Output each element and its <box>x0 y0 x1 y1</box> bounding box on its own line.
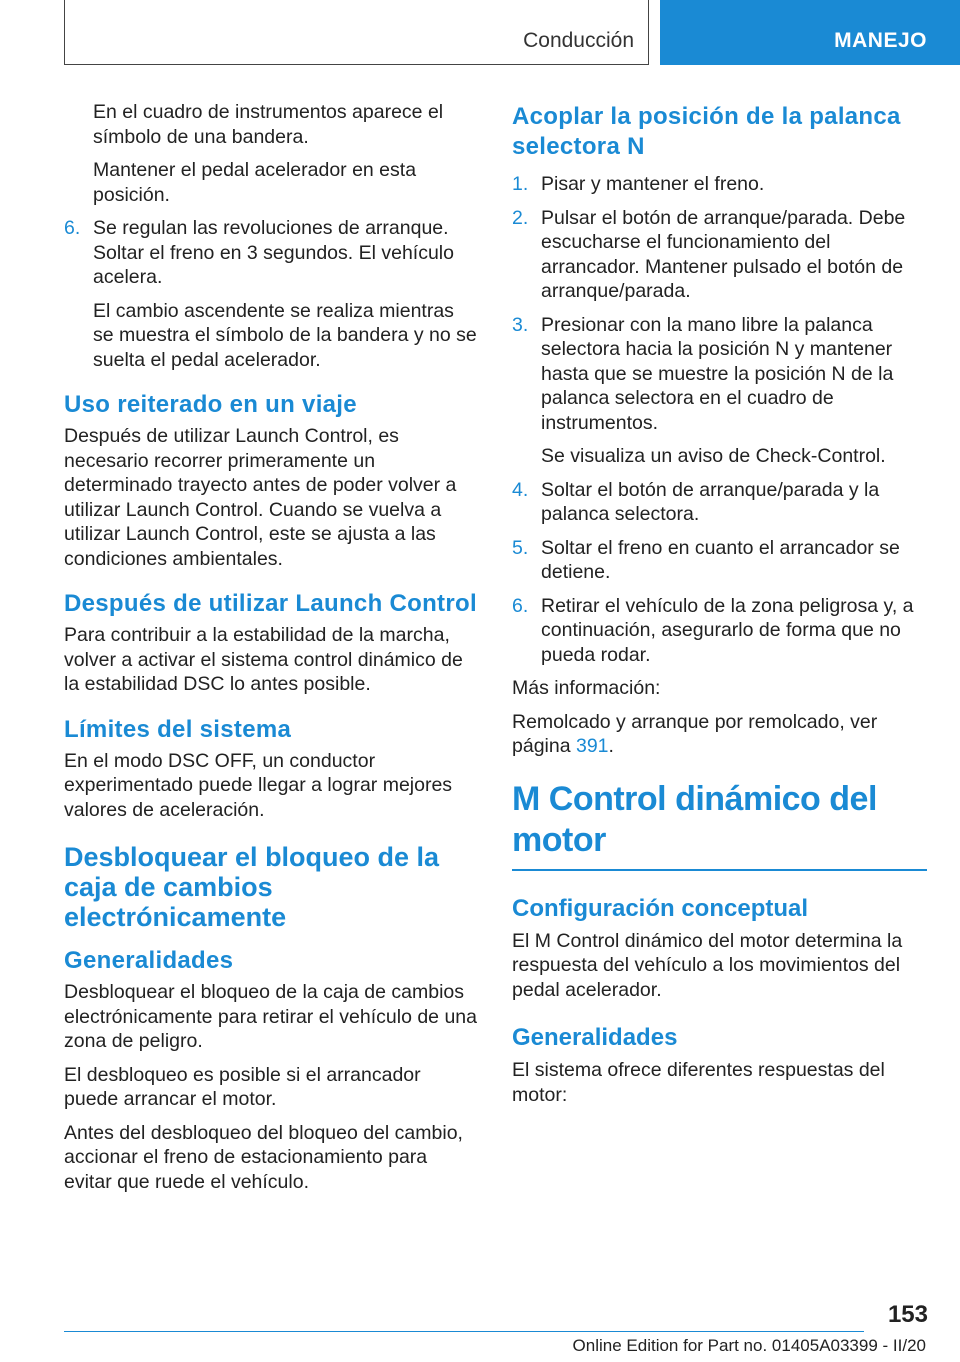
step-item <box>512 313 927 436</box>
heading-unlock-gearbox: Desbloquear el bloqueo de la caja de cambios electrónicamente <box>64 842 440 932</box>
step-number: 1. <box>512 173 529 195</box>
step-number: 3. <box>512 313 529 336</box>
header-section-title: Conducción <box>523 29 634 52</box>
system-limits-text: En el modo DSC OFF, un conductor experimentado puede llegar a lograr mejores valores de aceleración. <box>64 749 453 821</box>
step-text: Soltar el botón de arranque/parada y la palanca selectora. <box>541 478 880 525</box>
tow-reference-text: Remolcado y arranque por remolcado, ver página <box>512 710 878 757</box>
step-text: Pisar y mantener el freno. <box>541 173 765 195</box>
step-item <box>512 594 927 668</box>
step-item <box>512 536 927 585</box>
general-text-2: El desbloqueo es posible si el arrancador puede arrancar el motor. <box>64 1063 421 1110</box>
step-text: Presionar con la mano libre la palanca selectora hacia la posición N y mantener hasta que se muestre la posición N de la palanca selectora en el cuadro de instrumentos. <box>541 313 894 434</box>
hold-pedal-text: Mantener el pedal acelerador en esta posición. <box>93 159 417 206</box>
general-text-right: El sistema ofrece diferentes respuestas del motor: <box>512 1059 885 1106</box>
step-number: 6. <box>512 594 529 617</box>
left-column <box>64 100 479 1203</box>
footer-divider <box>64 1331 864 1332</box>
step-text: Retirar el vehículo de la zona peligrosa y, a continuación, asegurarlo de forma que no pueda rodar. <box>541 594 914 666</box>
heading-after-launch: Después de utilizar Launch Control <box>64 590 477 617</box>
upshift-text: El cambio ascendente se realiza mientras se muestra el símbolo de la bandera y no se suelta el pedal acelerador. <box>93 299 477 371</box>
heading-system-limits: Límites del sistema <box>64 715 292 743</box>
heading-reuse: Uso reiterado en un viaje <box>64 391 357 418</box>
step-item <box>512 172 927 197</box>
step-text: Se regulan las revoluciones de arranque. Soltar el freno en 3 segundos. El vehículo acelera. <box>93 217 454 288</box>
check-control-note: Se visualiza un aviso de Check-Control. <box>541 445 886 467</box>
heading-m-control: M Control dinámico del motor <box>512 779 927 871</box>
flag-symbol-text: En el cuadro de instrumentos aparece el símbolo de una bandera. <box>93 101 444 148</box>
step-text: Soltar el freno en cuanto el arrancador se detiene. <box>541 536 900 583</box>
page-link-391[interactable]: 391 <box>575 735 609 757</box>
page-number: 153 <box>887 1301 928 1328</box>
more-info-label: Más información: <box>512 677 661 699</box>
step-number: 2. <box>512 206 529 229</box>
step-number: 6. <box>64 217 81 239</box>
footer-edition: Online Edition for Part no. 01405A03399 - II/20 <box>572 1336 926 1355</box>
reuse-text: Después de utilizar Launch Control, es necesario recorrer primeramente un determinado trayecto antes de poder volver a utilizar Launch Control. Cuando se vuelva a utilizar Launch Control, este se ajusta a las condiciones ambientales. <box>64 425 457 570</box>
tow-reference <box>512 710 927 759</box>
step-number: 4. <box>512 478 529 501</box>
general-text-1: Desbloquear el bloqueo de la caja de cambios electrónicamente para retirar el vehículo de una zona de peligro. <box>64 981 477 1052</box>
step-number: 5. <box>512 536 529 559</box>
general-text-3: Antes del desbloqueo del bloqueo del cambio, accionar el freno de estacionamiento para evitar que ruede el vehículo. <box>64 1121 463 1193</box>
step-item <box>512 206 927 304</box>
right-column <box>512 100 927 1116</box>
heading-concept: Configuración conceptual <box>512 894 809 922</box>
heading-couple-n: Acoplar la posición de la palanca selectora N <box>512 103 901 160</box>
step-item <box>512 478 927 527</box>
header-chapter-tab <box>660 0 960 65</box>
concept-text: El M Control dinámico del motor determina la respuesta del vehículo a los movimientos del pedal acelerador. <box>512 929 903 1001</box>
header-section-box <box>64 0 649 65</box>
tow-reference-end: . <box>608 735 614 757</box>
heading-general-right: Generalidades <box>512 1024 678 1051</box>
step-item <box>64 216 479 290</box>
header-chapter-title: MANEJO <box>834 29 927 52</box>
step-text: Pulsar el botón de arranque/parada. Debe escucharse el funcionamiento del arrancador. Mantener pulsado el botón de arranque/parada. <box>541 206 906 302</box>
heading-general-left: Generalidades <box>64 947 234 974</box>
after-launch-text: Para contribuir a la estabilidad de la marcha, volver a activar el sistema control dinámico de la estabilidad DSC lo antes posible. <box>64 624 463 695</box>
